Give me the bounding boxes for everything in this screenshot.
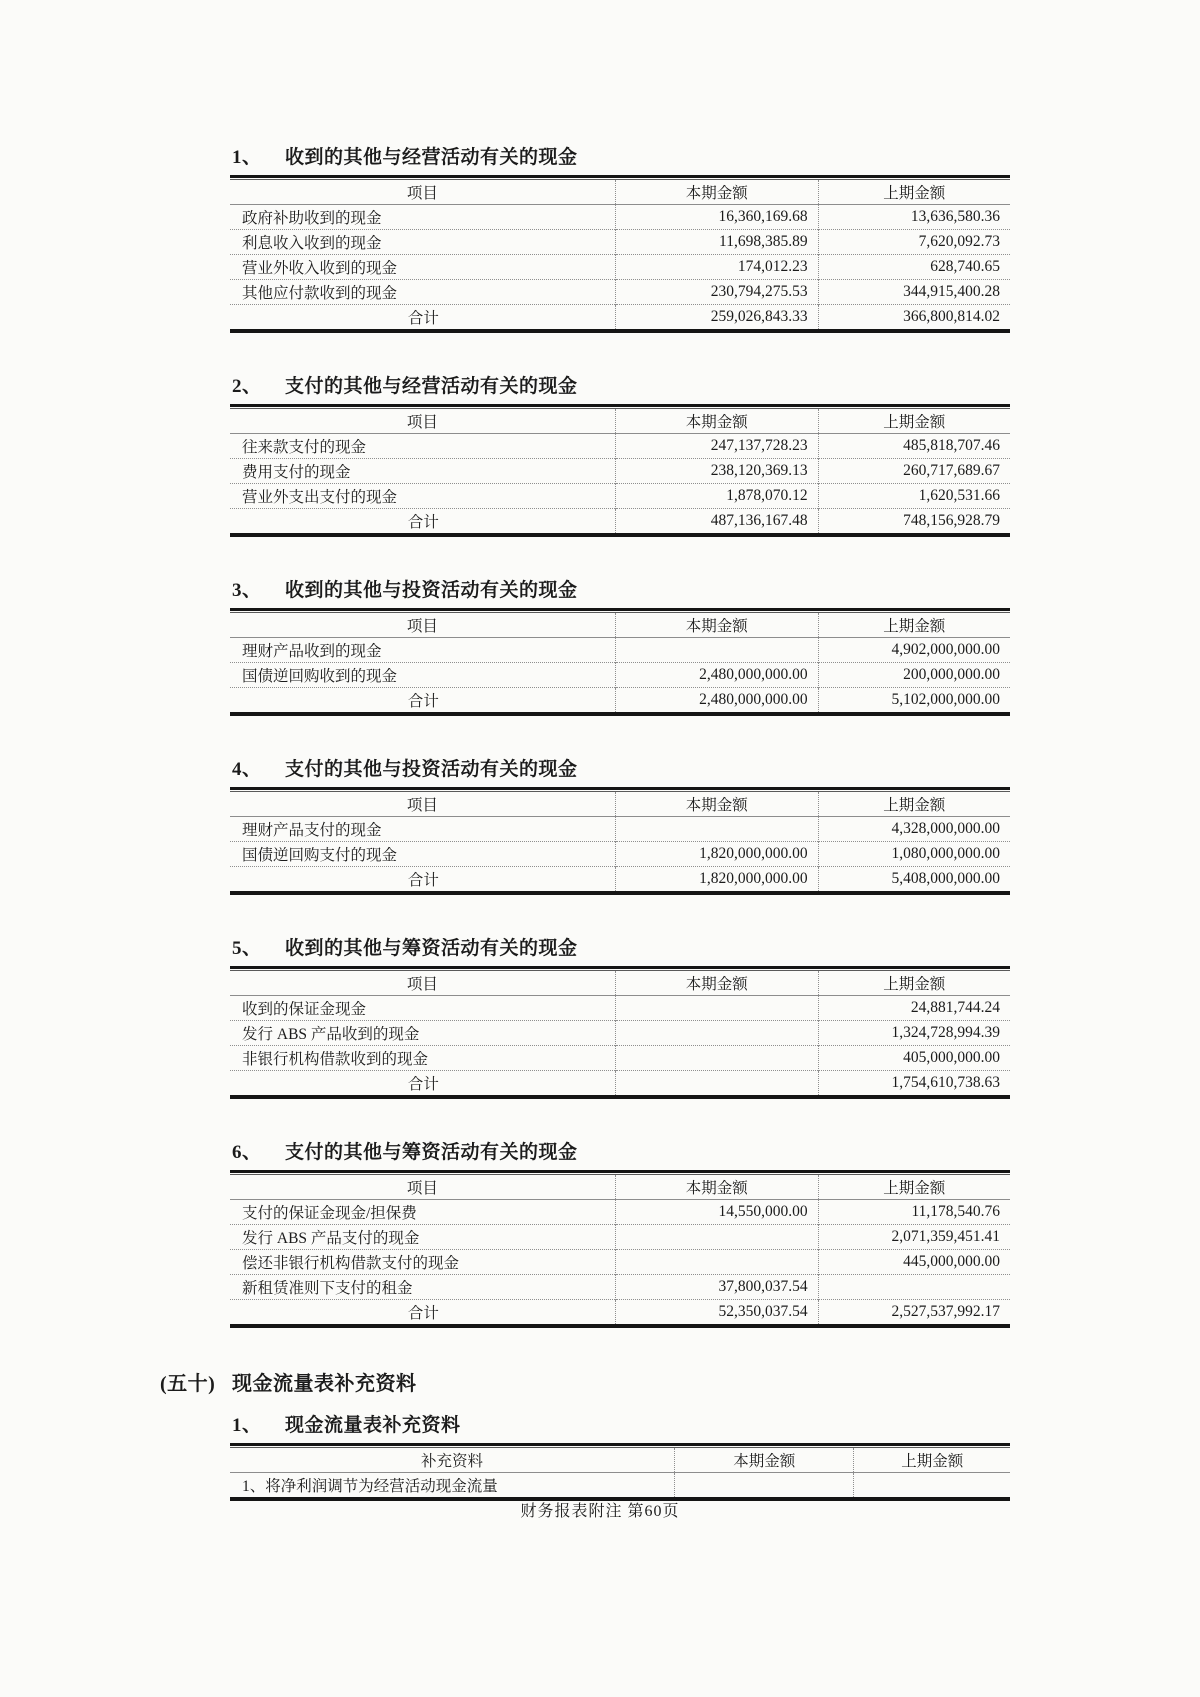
current-amount-cell: 1,878,070.12 [615, 484, 818, 509]
prior-amount-cell: 4,902,000,000.00 [818, 638, 1010, 663]
table-title: 收到的其他与经营活动有关的现金 [285, 147, 578, 168]
item-cell: 发行 ABS 产品支付的现金 [242, 1230, 420, 1247]
item-cell: 偿还非银行机构借款支付的现金 [242, 1255, 460, 1272]
table-total-row [230, 1071, 1010, 1098]
prior-amount-cell: 1,080,000,000.00 [818, 842, 1010, 867]
current-amount-cell: 52,350,037.54 [615, 1300, 818, 1327]
prior-amount-cell: 1,324,728,994.39 [818, 1021, 1010, 1046]
prior-amount-cell: 260,717,689.67 [818, 459, 1010, 484]
supplement-tables-container [230, 1414, 1010, 1501]
current-amount-cell: 14,550,000.00 [615, 1200, 818, 1225]
current-amount-cell: 16,360,169.68 [615, 205, 818, 230]
column-header-item: 项目 [406, 414, 438, 431]
column-header-item: 项目 [406, 185, 438, 202]
table-total-row [230, 509, 1010, 536]
item-cell: 合计 [407, 872, 439, 889]
column-header-prior-amount: 上期金额 [854, 1448, 1010, 1473]
current-amount-cell [615, 638, 818, 663]
column-header-prior-amount: 上期金额 [818, 180, 1010, 205]
table-total-row [230, 305, 1010, 332]
statement-table-section [230, 1141, 1010, 1328]
statement-table-section [230, 937, 1010, 1099]
column-header-prior-amount: 上期金额 [818, 792, 1010, 817]
current-amount-cell [615, 817, 818, 842]
current-amount-cell: 487,136,167.48 [615, 509, 818, 536]
prior-amount-cell: 5,408,000,000.00 [818, 867, 1010, 894]
item-cell: 新租赁准则下支付的租金 [242, 1280, 413, 1297]
table-row [230, 996, 1010, 1021]
current-amount-cell: 37,800,037.54 [615, 1275, 818, 1300]
statement-table-section [230, 1414, 1010, 1501]
table-number: 5、 [232, 938, 262, 959]
current-amount-cell: 230,794,275.53 [615, 280, 818, 305]
column-header-prior-amount: 上期金额 [818, 971, 1010, 996]
item-cell: 支付的保证金现金/担保费 [242, 1205, 417, 1222]
table-row [230, 434, 1010, 459]
current-amount-cell: 174,012.23 [615, 255, 818, 280]
column-header-item: 项目 [406, 618, 438, 635]
item-cell: 合计 [407, 1076, 439, 1093]
current-amount-cell [615, 1071, 818, 1098]
current-amount-cell [615, 996, 818, 1021]
table-number: 1、 [232, 1415, 262, 1436]
item-cell: 合计 [407, 310, 439, 327]
table-row [230, 1021, 1010, 1046]
table-row [230, 484, 1010, 509]
table-title: 现金流量表补充资料 [285, 1415, 461, 1436]
current-amount-cell: 1,820,000,000.00 [615, 867, 818, 894]
table-number: 4、 [232, 759, 262, 780]
table-header-row [230, 1175, 1010, 1200]
table-title: 支付的其他与投资活动有关的现金 [285, 759, 578, 780]
table-row [230, 255, 1010, 280]
item-cell: 往来款支付的现金 [242, 439, 367, 456]
table-row [230, 1200, 1010, 1225]
current-amount-cell [615, 1225, 818, 1250]
table-heading [230, 758, 1010, 790]
table-number: 6、 [232, 1142, 262, 1163]
table-title: 支付的其他与经营活动有关的现金 [285, 376, 578, 397]
column-header-current-amount: 本期金额 [675, 1448, 854, 1473]
table-header-row [230, 409, 1010, 434]
item-cell: 发行 ABS 产品收到的现金 [242, 1026, 420, 1043]
column-header-item: 项目 [406, 976, 438, 993]
table-row [230, 1473, 1010, 1500]
table-body [230, 1473, 1010, 1500]
current-amount-cell: 238,120,369.13 [615, 459, 818, 484]
column-header-current-amount: 本期金额 [615, 613, 818, 638]
table-row [230, 459, 1010, 484]
table-number: 2、 [232, 376, 262, 397]
table-heading [230, 937, 1010, 969]
prior-amount-cell: 2,527,537,992.17 [818, 1300, 1010, 1327]
financial-table [230, 970, 1010, 1099]
table-heading [230, 579, 1010, 611]
prior-amount-cell: 1,754,610,738.63 [818, 1071, 1010, 1098]
table-row [230, 1046, 1010, 1071]
prior-amount-cell: 366,800,814.02 [818, 305, 1010, 332]
column-header-prior-amount: 上期金额 [818, 613, 1010, 638]
table-header-row [230, 792, 1010, 817]
cash-detail-tables-container [230, 146, 1010, 1328]
table-heading [230, 1141, 1010, 1173]
table-total-row [230, 867, 1010, 894]
column-header-item: 项目 [406, 1180, 438, 1197]
financial-table [230, 1447, 1010, 1501]
table-body [230, 1200, 1010, 1327]
current-amount-cell: 2,480,000,000.00 [615, 663, 818, 688]
financial-table [230, 612, 1010, 716]
current-amount-cell: 247,137,728.23 [615, 434, 818, 459]
statement-table-section [230, 758, 1010, 895]
current-amount-cell [615, 1046, 818, 1071]
table-row [230, 1225, 1010, 1250]
prior-amount-cell [854, 1473, 1010, 1500]
table-header-row [230, 1448, 1010, 1473]
prior-amount-cell: 628,740.65 [818, 255, 1010, 280]
item-cell: 理财产品支付的现金 [242, 822, 382, 839]
notes-content [160, 146, 1010, 1543]
item-cell: 理财产品收到的现金 [242, 643, 382, 660]
item-cell: 合计 [407, 693, 439, 710]
column-header-prior-amount: 上期金额 [818, 1175, 1010, 1200]
prior-amount-cell: 344,915,400.28 [818, 280, 1010, 305]
section-50-title: 现金流量表补充资料 [232, 1373, 417, 1395]
statement-table-section [230, 146, 1010, 333]
table-row [230, 817, 1010, 842]
table-body [230, 638, 1010, 715]
table-heading [230, 1414, 1010, 1446]
table-title: 支付的其他与筹资活动有关的现金 [285, 1142, 578, 1163]
statement-table-section [230, 579, 1010, 716]
prior-amount-cell: 485,818,707.46 [818, 434, 1010, 459]
prior-amount-cell: 445,000,000.00 [818, 1250, 1010, 1275]
prior-amount-cell: 5,102,000,000.00 [818, 688, 1010, 715]
current-amount-cell: 2,480,000,000.00 [615, 688, 818, 715]
table-total-row [230, 688, 1010, 715]
prior-amount-cell [818, 1275, 1010, 1300]
table-title: 收到的其他与投资活动有关的现金 [285, 580, 578, 601]
statement-table-section [230, 375, 1010, 537]
table-heading [230, 375, 1010, 407]
current-amount-cell: 1,820,000,000.00 [615, 842, 818, 867]
table-row [230, 663, 1010, 688]
table-body [230, 817, 1010, 894]
financial-table [230, 408, 1010, 537]
prior-amount-cell: 24,881,744.24 [818, 996, 1010, 1021]
current-amount-cell: 11,698,385.89 [615, 230, 818, 255]
item-cell: 政府补助收到的现金 [242, 210, 382, 227]
prior-amount-cell: 7,620,092.73 [818, 230, 1010, 255]
item-cell: 其他应付款收到的现金 [242, 285, 398, 302]
table-number: 3、 [232, 580, 262, 601]
table-row [230, 1250, 1010, 1275]
table-header-row [230, 613, 1010, 638]
item-cell: 营业外收入收到的现金 [242, 260, 398, 277]
table-title: 收到的其他与筹资活动有关的现金 [285, 938, 578, 959]
prior-amount-cell: 200,000,000.00 [818, 663, 1010, 688]
current-amount-cell [615, 1021, 818, 1046]
table-row [230, 230, 1010, 255]
section-50-heading [160, 1370, 1010, 1398]
table-row [230, 638, 1010, 663]
column-header-item: 项目 [406, 797, 438, 814]
table-row [230, 205, 1010, 230]
table-header-row [230, 971, 1010, 996]
table-heading [230, 146, 1010, 178]
prior-amount-cell: 748,156,928.79 [818, 509, 1010, 536]
table-row [230, 1275, 1010, 1300]
column-header-current-amount: 本期金额 [615, 1175, 818, 1200]
table-total-row [230, 1300, 1010, 1327]
column-header-current-amount: 本期金额 [615, 180, 818, 205]
table-number: 1、 [232, 147, 262, 168]
item-cell: 合计 [407, 514, 439, 531]
table-body [230, 434, 1010, 536]
column-header-prior-amount: 上期金额 [818, 409, 1010, 434]
column-header-current-amount: 本期金额 [615, 792, 818, 817]
table-row [230, 842, 1010, 867]
item-cell: 1、将净利润调节为经营活动现金流量 [242, 1478, 498, 1495]
prior-amount-cell: 2,071,359,451.41 [818, 1225, 1010, 1250]
prior-amount-cell: 405,000,000.00 [818, 1046, 1010, 1071]
table-row [230, 280, 1010, 305]
table-body [230, 996, 1010, 1098]
financial-table [230, 1174, 1010, 1328]
item-cell: 国债逆回购支付的现金 [242, 847, 398, 864]
financial-table [230, 179, 1010, 333]
prior-amount-cell: 13,636,580.36 [818, 205, 1010, 230]
column-header-current-amount: 本期金额 [615, 971, 818, 996]
item-cell: 国债逆回购收到的现金 [242, 668, 398, 685]
table-body [230, 205, 1010, 332]
column-header-current-amount: 本期金额 [615, 409, 818, 434]
prior-amount-cell: 4,328,000,000.00 [818, 817, 1010, 842]
column-header-item: 补充资料 [421, 1453, 484, 1470]
page-footer: 财务报表附注 第60页 [520, 1503, 680, 1520]
section-50-number: (五十) [160, 1373, 216, 1395]
item-cell: 营业外支出支付的现金 [242, 489, 398, 506]
current-amount-cell [675, 1473, 854, 1500]
item-cell: 费用支付的现金 [242, 464, 351, 481]
table-header-row [230, 180, 1010, 205]
item-cell: 利息收入收到的现金 [242, 235, 382, 252]
prior-amount-cell: 1,620,531.66 [818, 484, 1010, 509]
item-cell: 收到的保证金现金 [242, 1001, 367, 1018]
financial-table [230, 791, 1010, 895]
item-cell: 非银行机构借款收到的现金 [242, 1051, 429, 1068]
current-amount-cell: 259,026,843.33 [615, 305, 818, 332]
prior-amount-cell: 11,178,540.76 [818, 1200, 1010, 1225]
item-cell: 合计 [407, 1305, 439, 1322]
current-amount-cell [615, 1250, 818, 1275]
